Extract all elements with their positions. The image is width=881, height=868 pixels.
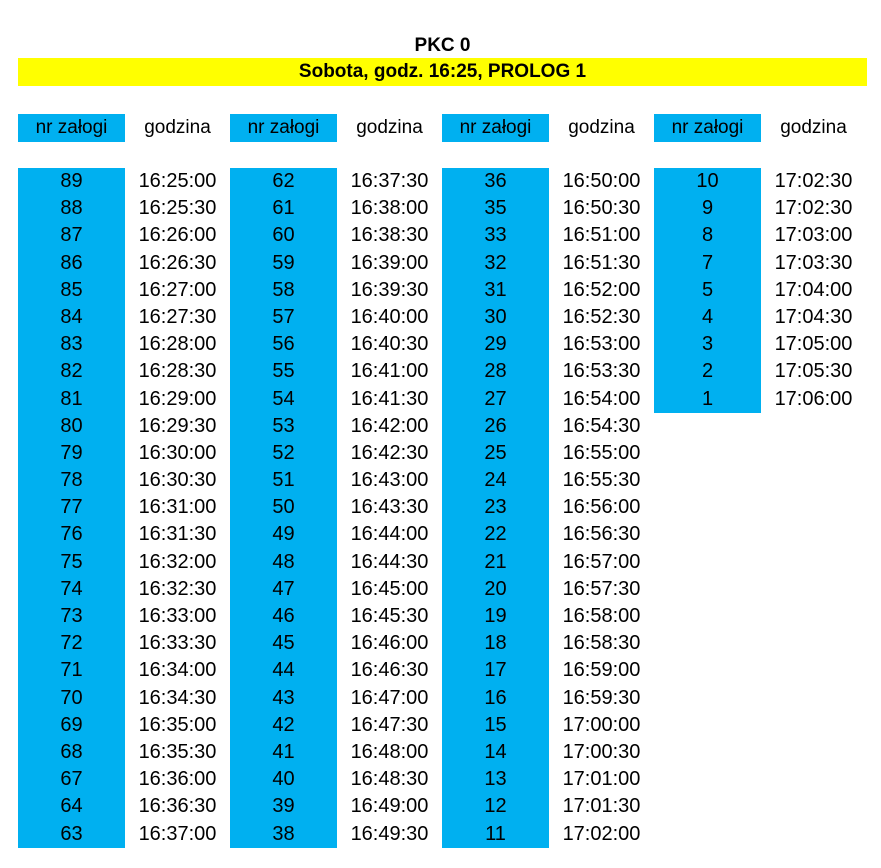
start-time: 16:29:30 xyxy=(138,414,217,437)
crew-number: 79 xyxy=(60,441,83,464)
crew-number: 25 xyxy=(484,441,507,464)
start-time: 16:56:30 xyxy=(562,523,641,546)
crew-number: 87 xyxy=(60,224,83,247)
start-time: 17:00:30 xyxy=(562,740,641,763)
crew-number: 27 xyxy=(484,387,507,410)
header-nr-1: nr załogi xyxy=(18,114,125,142)
start-time: 16:52:30 xyxy=(562,305,641,328)
start-time: 16:42:30 xyxy=(350,441,429,464)
crew-number-column-2 xyxy=(230,168,337,848)
start-time: 16:31:00 xyxy=(138,496,217,519)
start-time: 16:54:00 xyxy=(562,387,641,410)
crew-number: 81 xyxy=(60,387,83,410)
crew-number: 2 xyxy=(701,360,714,383)
start-time: 16:33:00 xyxy=(138,605,217,627)
crew-number: 50 xyxy=(272,496,295,519)
crew-number: 21 xyxy=(484,550,507,573)
crew-number: 8 xyxy=(701,224,714,247)
start-time: 16:40:30 xyxy=(350,333,429,356)
crew-number-column-1 xyxy=(18,168,125,848)
crew-number: 73 xyxy=(60,605,83,627)
start-time: 16:33:30 xyxy=(138,632,217,655)
crew-number: 74 xyxy=(60,577,83,600)
crew-number: 72 xyxy=(60,632,83,655)
start-time-column-2 xyxy=(337,168,442,848)
start-time: 16:38:30 xyxy=(350,224,429,247)
start-time: 17:00:00 xyxy=(562,713,641,736)
start-time: 16:50:30 xyxy=(562,197,641,220)
crew-number: 55 xyxy=(272,360,295,383)
crew-number: 64 xyxy=(60,795,83,818)
crew-number: 82 xyxy=(60,360,83,383)
crew-number: 60 xyxy=(272,224,295,247)
start-time: 17:02:30 xyxy=(774,170,853,192)
event-subtitle: Sobota, godz. 16:25, PROLOG 1 xyxy=(18,58,867,86)
crew-number: 67 xyxy=(60,768,83,791)
header-time-3: godzina xyxy=(568,117,635,138)
start-time: 16:26:30 xyxy=(138,251,217,274)
crew-number: 51 xyxy=(272,469,295,492)
start-time: 16:28:00 xyxy=(138,333,217,356)
crew-number: 40 xyxy=(272,768,295,791)
header-nr-3: nr załogi xyxy=(442,114,549,142)
start-time: 16:54:30 xyxy=(562,414,641,437)
start-time: 16:49:30 xyxy=(350,822,429,845)
start-time: 16:26:00 xyxy=(138,224,217,247)
start-time: 16:44:00 xyxy=(350,523,429,546)
start-time: 16:29:00 xyxy=(138,387,217,410)
start-time: 16:56:00 xyxy=(562,496,641,519)
crew-number: 35 xyxy=(484,197,507,220)
start-time: 16:46:30 xyxy=(350,659,429,682)
crew-number: 57 xyxy=(272,305,295,328)
start-time: 17:01:00 xyxy=(562,768,641,791)
crew-number: 10 xyxy=(696,170,719,192)
start-time: 16:48:00 xyxy=(350,740,429,763)
header-time-4: godzina xyxy=(780,117,847,138)
start-time: 16:51:30 xyxy=(562,251,641,274)
crew-number-column-3 xyxy=(442,168,549,848)
crew-number: 62 xyxy=(272,170,295,192)
start-time: 16:30:30 xyxy=(138,469,217,492)
start-time: 16:37:00 xyxy=(138,822,217,845)
crew-number: 80 xyxy=(60,414,83,437)
crew-number: 9 xyxy=(701,197,714,220)
start-time: 17:06:00 xyxy=(774,387,853,410)
crew-number: 4 xyxy=(701,305,714,328)
start-time: 16:53:30 xyxy=(562,360,641,383)
crew-number: 83 xyxy=(60,333,83,356)
crew-number: 45 xyxy=(272,632,295,655)
start-time: 16:30:00 xyxy=(138,441,217,464)
crew-number: 16 xyxy=(484,686,507,709)
start-time: 16:35:30 xyxy=(138,740,217,763)
crew-number: 39 xyxy=(272,795,295,818)
start-time: 16:25:30 xyxy=(138,197,217,220)
crew-number: 14 xyxy=(484,740,507,763)
crew-number: 43 xyxy=(272,686,295,709)
crew-number: 52 xyxy=(272,441,295,464)
crew-number: 31 xyxy=(484,278,507,301)
start-time: 16:55:00 xyxy=(562,441,641,464)
crew-number: 85 xyxy=(60,278,83,301)
start-time: 16:52:00 xyxy=(562,278,641,301)
crew-number: 75 xyxy=(60,550,83,573)
start-time: 16:39:00 xyxy=(350,251,429,274)
crew-number: 76 xyxy=(60,523,83,546)
crew-number: 58 xyxy=(272,278,295,301)
crew-number: 28 xyxy=(484,360,507,383)
crew-number: 19 xyxy=(484,605,507,627)
crew-number: 46 xyxy=(272,605,295,627)
crew-number: 63 xyxy=(60,822,83,845)
start-time: 16:42:00 xyxy=(350,414,429,437)
crew-number: 38 xyxy=(272,822,295,845)
start-time: 16:43:30 xyxy=(350,496,429,519)
start-time: 16:57:00 xyxy=(562,550,641,573)
start-time: 16:46:00 xyxy=(350,632,429,655)
crew-number: 23 xyxy=(484,496,507,519)
crew-number: 68 xyxy=(60,740,83,763)
crew-number: 11 xyxy=(485,822,506,845)
start-time: 16:25:00 xyxy=(138,170,217,192)
crew-number: 47 xyxy=(272,577,295,600)
start-time: 17:01:30 xyxy=(562,795,641,818)
start-time: 16:32:30 xyxy=(138,577,217,600)
start-time: 16:28:30 xyxy=(138,360,217,383)
crew-number: 84 xyxy=(60,305,83,328)
start-time: 17:04:00 xyxy=(774,278,853,301)
start-time: 16:53:00 xyxy=(562,333,641,356)
start-time: 17:04:30 xyxy=(774,305,853,328)
crew-number: 88 xyxy=(60,197,83,220)
start-time: 16:59:00 xyxy=(562,659,641,682)
start-time: 16:57:30 xyxy=(562,577,641,600)
start-time: 16:48:30 xyxy=(350,768,429,791)
crew-number: 61 xyxy=(272,197,295,220)
crew-number: 22 xyxy=(484,523,507,546)
crew-number: 70 xyxy=(60,686,83,709)
start-time: 16:49:00 xyxy=(350,795,429,818)
start-time: 16:38:00 xyxy=(350,197,429,220)
header-time-2: godzina xyxy=(356,117,423,138)
crew-number: 24 xyxy=(484,469,507,492)
start-time: 17:03:00 xyxy=(774,224,853,247)
crew-number: 48 xyxy=(272,550,295,573)
start-time: 16:58:00 xyxy=(562,605,641,627)
crew-number: 7 xyxy=(701,251,714,274)
start-time: 16:32:00 xyxy=(138,550,217,573)
start-time: 16:37:30 xyxy=(350,170,429,192)
start-time: 16:27:00 xyxy=(138,278,217,301)
crew-number: 69 xyxy=(60,713,83,736)
crew-number: 78 xyxy=(60,469,83,492)
header-time-1: godzina xyxy=(144,117,211,138)
start-time: 16:40:00 xyxy=(350,305,429,328)
start-time: 16:50:00 xyxy=(562,170,641,192)
start-time: 16:31:30 xyxy=(138,523,217,546)
start-time: 16:44:30 xyxy=(350,550,429,573)
crew-number: 56 xyxy=(272,333,295,356)
start-time-column-3 xyxy=(549,168,654,848)
start-time: 16:47:30 xyxy=(350,713,429,736)
start-time: 16:41:00 xyxy=(350,360,429,383)
start-time: 17:03:30 xyxy=(774,251,853,274)
start-time: 17:05:30 xyxy=(774,360,853,383)
start-time: 17:05:00 xyxy=(774,333,853,356)
crew-number: 59 xyxy=(272,251,295,274)
start-time: 16:36:30 xyxy=(138,795,217,818)
crew-number: 13 xyxy=(484,768,507,791)
start-time: 16:27:30 xyxy=(138,305,217,328)
crew-number: 42 xyxy=(272,713,295,736)
page-title: PKC 0 xyxy=(414,35,471,56)
crew-number: 29 xyxy=(484,333,507,356)
crew-number: 17 xyxy=(484,659,507,682)
start-time: 16:47:00 xyxy=(350,686,429,709)
start-time: 16:55:30 xyxy=(562,469,641,492)
crew-number: 1 xyxy=(701,387,714,410)
crew-number: 3 xyxy=(701,333,714,356)
crew-number: 20 xyxy=(484,577,507,600)
header-nr-4: nr załogi xyxy=(654,114,761,142)
start-time-column-1 xyxy=(125,168,230,848)
crew-number: 33 xyxy=(484,224,507,247)
start-time: 16:41:30 xyxy=(350,387,429,410)
crew-number: 41 xyxy=(272,740,295,763)
start-time: 16:59:30 xyxy=(562,686,641,709)
crew-number: 86 xyxy=(60,251,83,274)
crew-number: 77 xyxy=(60,496,83,519)
crew-number: 49 xyxy=(272,523,295,546)
crew-number: 44 xyxy=(272,659,295,682)
crew-number-column-4 xyxy=(654,168,761,413)
crew-number: 71 xyxy=(60,659,83,682)
crew-number: 5 xyxy=(701,278,714,301)
start-time: 16:34:30 xyxy=(138,686,217,709)
crew-number: 32 xyxy=(484,251,507,274)
start-time: 16:58:30 xyxy=(562,632,641,655)
start-time: 16:45:30 xyxy=(350,605,429,627)
crew-number: 26 xyxy=(484,414,507,437)
header-nr-2: nr załogi xyxy=(230,114,337,142)
start-time: 16:51:00 xyxy=(562,224,641,247)
crew-number: 15 xyxy=(484,713,507,736)
crew-number: 12 xyxy=(484,795,507,818)
crew-number: 53 xyxy=(272,414,295,437)
start-time: 16:34:00 xyxy=(138,659,217,682)
start-time: 16:45:00 xyxy=(350,577,429,600)
crew-number: 54 xyxy=(272,387,295,410)
start-time-column-4 xyxy=(761,168,866,413)
start-time: 17:02:00 xyxy=(562,822,641,845)
start-time: 16:43:00 xyxy=(350,469,429,492)
crew-number: 89 xyxy=(60,170,83,192)
start-time: 17:02:30 xyxy=(774,197,853,220)
crew-number: 30 xyxy=(484,305,507,328)
crew-number: 18 xyxy=(484,632,507,655)
start-time: 16:36:00 xyxy=(138,768,217,791)
start-time: 16:35:00 xyxy=(138,713,217,736)
crew-number: 36 xyxy=(484,170,507,192)
start-time: 16:39:30 xyxy=(350,278,429,301)
